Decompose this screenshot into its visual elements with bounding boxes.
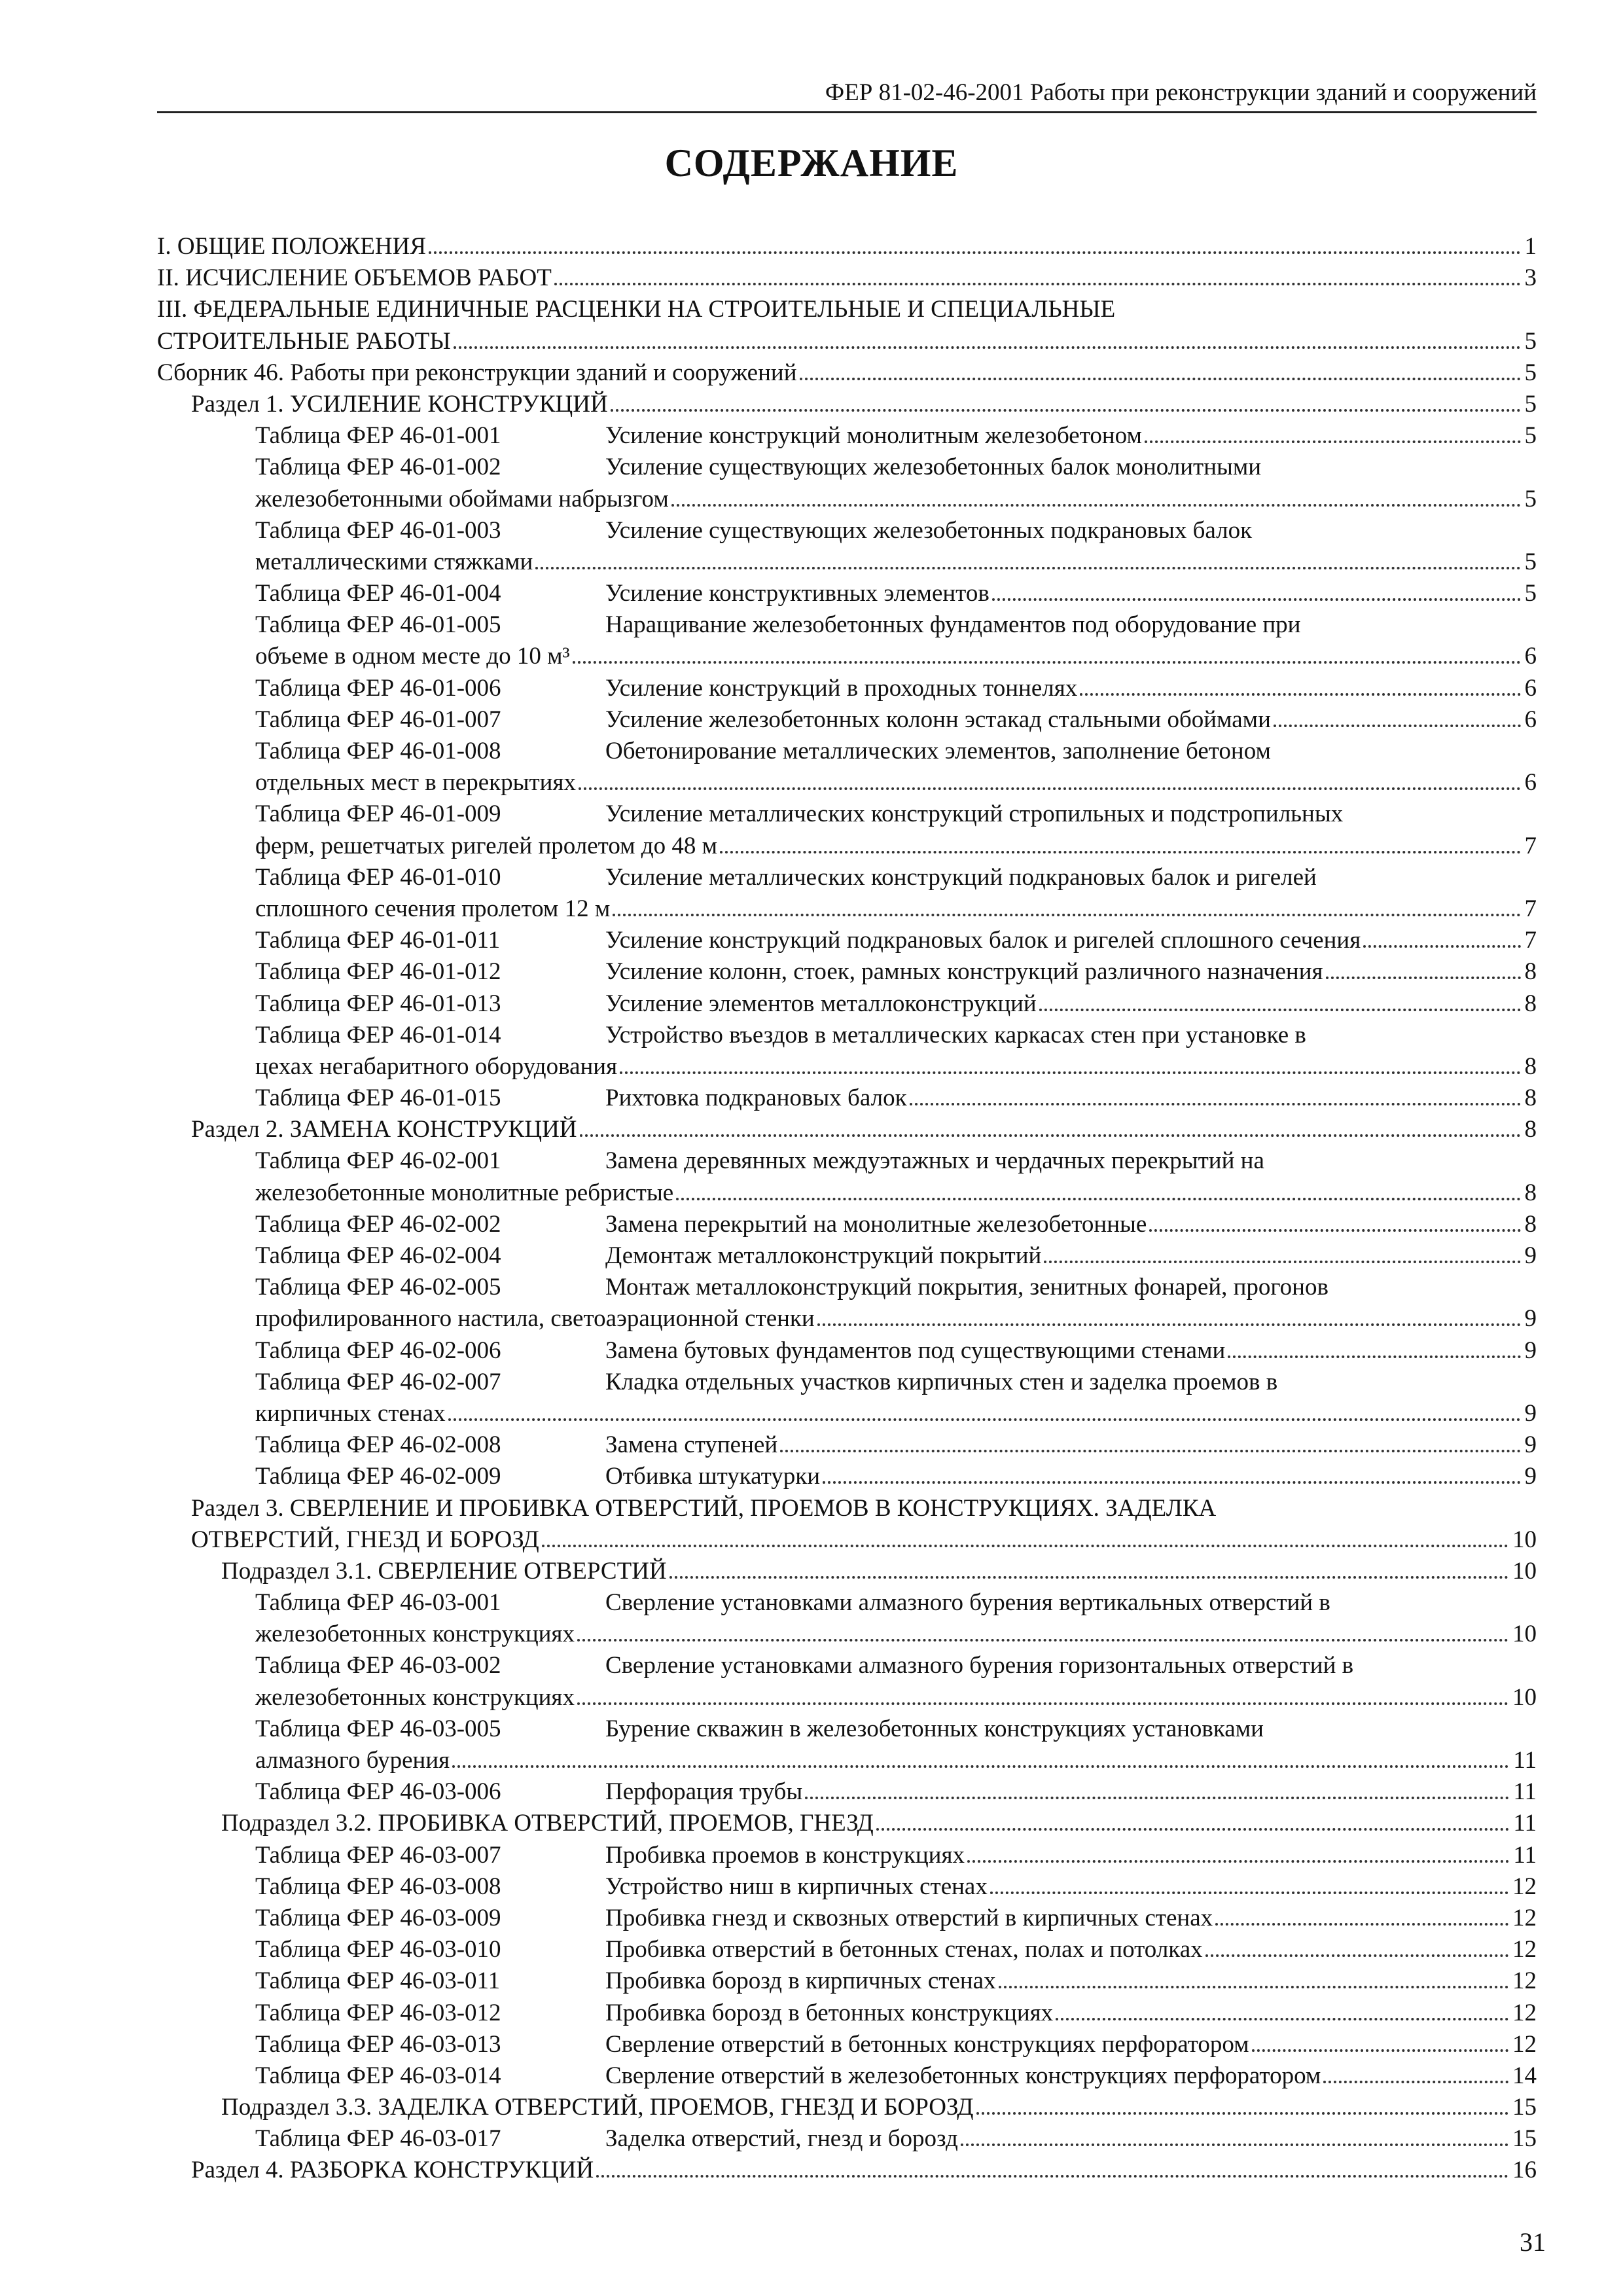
toc-text: Устройство въездов в металлических каркасах стен при установке в: [605, 1021, 1306, 1049]
toc-table-id: Таблица ФЕР 46-02-007: [255, 1368, 501, 1395]
dot-leader: [1363, 945, 1520, 948]
toc-line[interactable]: [157, 1934, 1537, 1965]
toc-line[interactable]: [157, 704, 1537, 736]
toc-table-id: Таблица ФЕР 46-01-013: [255, 990, 501, 1017]
toc-text: СТРОИТЕЛЬНЫЕ РАБОТЫ: [157, 327, 451, 355]
dot-leader: [1205, 1954, 1508, 1957]
toc-text: ферм, решетчатых ригелей пролетом до 48 м: [255, 832, 718, 859]
toc-text: Раздел 1. УСИЛЕНИЕ КОНСТРУКЦИЙ: [191, 390, 608, 418]
dot-leader: [429, 251, 1520, 254]
toc-page-number: 14: [1512, 2062, 1537, 2089]
dot-leader: [976, 2112, 1508, 2115]
dot-leader: [676, 1198, 1520, 1200]
toc-line[interactable]: [157, 1776, 1537, 1808]
dot-leader: [448, 1418, 1521, 1421]
toc-table-id: Таблица ФЕР 46-03-012: [255, 1999, 501, 2026]
toc-page-number: 9: [1524, 1463, 1537, 1490]
dot-leader: [1080, 693, 1520, 696]
toc-line[interactable]: [157, 1587, 1537, 1619]
toc-text: сплошного сечения пролетом 12 м: [255, 895, 611, 922]
toc-page-number: 6: [1524, 769, 1537, 797]
toc-table-id: Таблица ФЕР 46-03-006: [255, 1778, 501, 1806]
toc-text: Монтаж металлоконструкций покрытия, зенитных фонарей, прогонов: [605, 1274, 1329, 1301]
dot-leader: [573, 661, 1521, 664]
toc-page-number: 5: [1524, 580, 1537, 607]
toc-table-id: Таблица ФЕР 46-01-005: [255, 611, 501, 639]
toc-line[interactable]: [157, 1367, 1537, 1398]
toc-line[interactable]: [157, 1524, 1537, 1556]
toc-line[interactable]: [157, 1965, 1537, 1997]
toc-text: Усиление железобетонных колонн эстакад стальными обоймами: [605, 706, 1271, 733]
toc-page-number: 12: [1512, 1936, 1537, 1964]
toc-line[interactable]: [157, 1650, 1537, 1681]
dot-leader: [671, 504, 1521, 507]
toc-table-id: Таблица ФЕР 46-01-003: [255, 516, 501, 544]
toc-table-id: Таблица ФЕР 46-01-008: [255, 738, 501, 764]
dot-leader: [542, 1545, 1508, 1547]
toc-line[interactable]: [157, 1998, 1537, 2029]
toc-page-number: 9: [1524, 1242, 1537, 1269]
toc-table-id: Таблица ФЕР 46-03-010: [255, 1936, 501, 1964]
toc-page-number: 8: [1524, 1085, 1537, 1112]
toc-table-id: Таблица ФЕР 46-03-017: [255, 2125, 501, 2153]
toc-line[interactable]: [157, 294, 1537, 325]
table-of-contents: [157, 231, 1537, 2187]
toc-page-number: 10: [1512, 1683, 1537, 1711]
toc-page-number: 7: [1524, 927, 1537, 954]
toc-line[interactable]: [157, 357, 1537, 389]
dot-leader: [579, 787, 1521, 790]
page-number: 31: [1520, 2227, 1546, 2257]
toc-table-id: Таблица ФЕР 46-03-001: [255, 1589, 501, 1617]
toc-page-number: 11: [1513, 1841, 1537, 1869]
toc-line[interactable]: [157, 736, 1537, 767]
toc-line[interactable]: [157, 515, 1537, 547]
dot-leader: [1274, 725, 1521, 727]
toc-text: цехах негабаритного оборудования: [255, 1052, 618, 1080]
toc-page-number: 5: [1524, 548, 1537, 575]
toc-line[interactable]: [157, 1272, 1537, 1303]
dot-leader: [577, 1702, 1508, 1705]
dot-leader: [999, 1986, 1508, 1988]
toc-page-number: 16: [1512, 2157, 1537, 2184]
toc-text: I. ОБЩИЕ ПОЛОЖЕНИЯ: [157, 233, 427, 260]
dot-leader: [535, 567, 1520, 569]
toc-text: Пробивка борозд в бетонных конструкциях: [605, 1999, 1054, 2026]
dot-leader: [1326, 977, 1521, 979]
toc-page-number: 7: [1524, 895, 1537, 922]
toc-line[interactable]: [157, 1871, 1537, 1903]
toc-page-number: 9: [1524, 1336, 1537, 1364]
toc-page-number: 8: [1524, 1179, 1537, 1206]
toc-page-number: 10: [1512, 1557, 1537, 1585]
toc-text: Отбивка штукатурки: [605, 1463, 821, 1490]
toc-text: Усиление существующих железобетонных балок монолитными: [605, 454, 1262, 481]
toc-page-number: 5: [1524, 390, 1537, 418]
dot-leader: [669, 1576, 1508, 1579]
toc-page-number: 3: [1524, 264, 1537, 292]
toc-text: Раздел 4. РАЗБОРКА КОНСТРУКЦИЙ: [191, 2157, 594, 2184]
running-header: ФЕР 81-02-46-2001 Работы при реконструкции зданий и сооружений: [157, 77, 1537, 113]
dot-leader: [1252, 2049, 1508, 2052]
toc-line[interactable]: [157, 1114, 1537, 1145]
dot-leader: [613, 914, 1520, 916]
toc-page-number: 6: [1524, 643, 1537, 670]
toc-table-id: Таблица ФЕР 46-01-001: [255, 422, 501, 450]
dot-leader: [611, 409, 1521, 412]
toc-line[interactable]: [157, 2029, 1537, 2060]
toc-text: Усиление конструктивных элементов: [605, 580, 990, 607]
toc-table-id: Таблица ФЕР 46-03-007: [255, 1841, 501, 1869]
toc-line[interactable]: [157, 1493, 1537, 1524]
toc-text: Подраздел 3.1. СВЕРЛЕНИЕ ОТВЕРСТИЙ: [221, 1557, 667, 1585]
toc-table-id: Таблица ФЕР 46-01-002: [255, 454, 501, 481]
toc-table-id: Таблица ФЕР 46-03-008: [255, 1873, 501, 1900]
toc-page-number: 8: [1524, 1052, 1537, 1080]
toc-table-id: Таблица ФЕР 46-01-004: [255, 580, 501, 607]
toc-text: II. ИСЧИСЛЕНИЕ ОБЪЕМОВ РАБОТ: [157, 264, 552, 292]
toc-text: Рихтовка подкрановых балок: [605, 1085, 907, 1112]
toc-line[interactable]: [157, 1713, 1537, 1745]
toc-line[interactable]: [157, 1303, 1537, 1335]
toc-text: ОТВЕРСТИЙ, ГНЕЗД И БОРОЗД: [191, 1526, 539, 1553]
dot-leader: [990, 1892, 1508, 1894]
toc-page-number: 5: [1524, 359, 1537, 386]
toc-text: Обетонирование металлических элементов, заполнение бетоном: [605, 738, 1271, 764]
toc-page-number: 9: [1524, 1431, 1537, 1459]
toc-text: железобетонных конструкциях: [255, 1621, 575, 1648]
dot-leader: [577, 1639, 1508, 1641]
dot-leader: [1323, 2081, 1508, 2083]
toc-page-number: 5: [1524, 485, 1537, 512]
toc-page-number: 5: [1524, 422, 1537, 450]
toc-text: Замена деревянных междуэтажных и чердачных перекрытий на: [605, 1147, 1264, 1175]
dot-leader: [1056, 2018, 1508, 2020]
toc-text: железобетонные монолитные ребристые: [255, 1179, 674, 1206]
toc-line[interactable]: [157, 2155, 1537, 2186]
dot-leader: [554, 283, 1521, 285]
toc-table-id: Таблица ФЕР 46-01-011: [255, 927, 501, 954]
toc-table-id: Таблица ФЕР 46-02-004: [255, 1242, 501, 1269]
dot-leader: [1044, 1261, 1520, 1263]
toc-page-number: 1: [1524, 233, 1537, 260]
toc-line[interactable]: [157, 484, 1537, 515]
toc-page-number: 12: [1512, 2030, 1537, 2058]
page-title: СОДЕРЖАНИЕ: [664, 141, 959, 185]
toc-text: Усиление металлических конструкций подкрановых балок и ригелей: [605, 863, 1317, 891]
toc-text: Замена перекрытий на монолитные железобетонные: [605, 1210, 1147, 1238]
toc-text: Усиление металлических конструкций стропильных и подстропильных: [605, 800, 1344, 828]
toc-line[interactable]: [157, 1020, 1537, 1051]
toc-line[interactable]: [157, 956, 1537, 988]
toc-table-id: Таблица ФЕР 46-02-008: [255, 1431, 501, 1459]
toc-line[interactable]: [157, 1145, 1537, 1177]
toc-text: Пробивка отверстий в бетонных стенах, полах и потолках: [605, 1936, 1203, 1964]
dot-leader: [720, 851, 1520, 853]
toc-page-number: 10: [1512, 1526, 1537, 1553]
toc-table-id: Таблица ФЕР 46-01-009: [255, 800, 501, 828]
toc-page-number: 8: [1524, 1116, 1537, 1143]
toc-text: Сверление отверстий в железобетонных конструкциях перфоратором: [605, 2062, 1321, 2089]
toc-line[interactable]: [157, 862, 1537, 893]
toc-text: Усиление конструкций в проходных тоннелях: [605, 674, 1078, 702]
toc-line[interactable]: [157, 389, 1537, 420]
toc-text: алмазного бурения: [255, 1747, 450, 1774]
dot-leader: [580, 1134, 1521, 1137]
toc-text: Раздел 2. ЗАМЕНА КОНСТРУКЦИЙ: [191, 1116, 577, 1143]
toc-line[interactable]: [157, 798, 1537, 830]
toc-text: Кладка отдельных участков кирпичных стен и заделка проемов в: [605, 1368, 1278, 1395]
toc-text: объеме в одном месте до 10 м³: [255, 643, 570, 670]
dot-leader: [596, 2175, 1508, 2178]
dot-leader: [454, 346, 1521, 349]
toc-line[interactable]: [157, 1556, 1537, 1587]
toc-text: Демонтаж металлоконструкций покрытий: [605, 1242, 1042, 1269]
toc-text: Пробивка проемов в конструкциях: [605, 1841, 965, 1869]
toc-line[interactable]: [157, 1398, 1537, 1429]
dot-leader: [1228, 1355, 1520, 1358]
toc-table-id: Таблица ФЕР 46-02-006: [255, 1336, 501, 1364]
toc-line[interactable]: [157, 452, 1537, 483]
dot-leader: [1145, 440, 1521, 443]
toc-text: Заделка отверстий, гнезд и борозд: [605, 2125, 958, 2153]
toc-text: профилированного настила, светоаэрационной стенки: [255, 1305, 815, 1333]
toc-line[interactable]: [157, 1240, 1537, 1272]
toc-table-id: Таблица ФЕР 46-01-007: [255, 706, 501, 733]
dot-leader: [780, 1450, 1520, 1452]
toc-text: III. ФЕДЕРАЛЬНЫЕ ЕДИНИЧНЫЕ РАСЦЕНКИ НА СТРОИТЕЛЬНЫЕ И СПЕЦИАЛЬНЫЕ: [157, 296, 1116, 323]
toc-line[interactable]: [157, 609, 1537, 641]
toc-line[interactable]: [157, 1745, 1537, 1776]
toc-table-id: Таблица ФЕР 46-01-012: [255, 958, 501, 986]
dot-leader: [800, 378, 1521, 380]
toc-table-id: Таблица ФЕР 46-01-010: [255, 863, 501, 891]
toc-text: Замена ступеней: [605, 1431, 778, 1459]
toc-text: Замена бутовых фундаментов под существующими стенами: [605, 1336, 1226, 1364]
toc-text: Сборник 46. Работы при реконструкции зданий и сооружений: [157, 359, 797, 386]
toc-table-id: Таблица ФЕР 46-03-009: [255, 1904, 501, 1931]
toc-table-id: Таблица ФЕР 46-01-014: [255, 1021, 501, 1049]
toc-text: металлическими стяжками: [255, 548, 533, 575]
toc-line[interactable]: [157, 831, 1537, 862]
toc-line[interactable]: [157, 1808, 1537, 1839]
toc-line[interactable]: [157, 1461, 1537, 1492]
toc-line[interactable]: [157, 2123, 1537, 2155]
toc-table-id: Таблица ФЕР 46-02-009: [255, 1463, 501, 1490]
toc-table-id: Таблица ФЕР 46-02-001: [255, 1147, 501, 1175]
toc-text: Подраздел 3.2. ПРОБИВКА ОТВЕРСТИЙ, ПРОЕМОВ, ГНЕЗД: [221, 1810, 874, 1837]
toc-table-id: Таблица ФЕР 46-03-013: [255, 2030, 501, 2058]
toc-table-id: Таблица ФЕР 46-03-011: [255, 1967, 501, 1995]
toc-line[interactable]: [157, 1619, 1537, 1650]
toc-text: Перфорация трубы: [605, 1778, 803, 1806]
dot-leader: [961, 2144, 1508, 2146]
toc-table-id: Таблица ФЕР 46-03-002: [255, 1652, 501, 1679]
toc-line[interactable]: [157, 262, 1537, 294]
dot-leader: [1149, 1229, 1520, 1232]
toc-text: отдельных мест в перекрытиях: [255, 769, 576, 797]
toc-text: Подраздел 3.3. ЗАДЕЛКА ОТВЕРСТИЙ, ПРОЕМОВ, ГНЕЗД И БОРОЗД: [221, 2094, 974, 2121]
toc-page-number: 6: [1524, 674, 1537, 702]
dot-leader: [876, 1828, 1510, 1831]
toc-line[interactable]: [157, 420, 1537, 452]
dot-leader: [1215, 1923, 1508, 1926]
toc-page-number: 5: [1524, 327, 1537, 355]
toc-text: Устройство ниш в кирпичных стенах: [605, 1873, 988, 1900]
toc-text: Бурение скважин в железобетонных конструкциях установками: [605, 1715, 1264, 1742]
toc-line[interactable]: [157, 673, 1537, 704]
toc-text: Наращивание железобетонных фундаментов под оборудование при: [605, 611, 1301, 639]
toc-text: Сверление установками алмазного бурения вертикальных отверстий в: [605, 1589, 1330, 1617]
dot-leader: [1039, 1009, 1521, 1011]
toc-line[interactable]: [157, 1177, 1537, 1209]
toc-line[interactable]: [157, 1083, 1537, 1114]
toc-table-id: Таблица ФЕР 46-02-002: [255, 1210, 501, 1238]
toc-page-number: 11: [1513, 1778, 1537, 1806]
toc-text: железобетонных конструкциях: [255, 1683, 575, 1711]
toc-line[interactable]: [157, 1682, 1537, 1713]
toc-text: Сверление отверстий в бетонных конструкциях перфоратором: [605, 2030, 1249, 2058]
toc-page-number: 12: [1512, 1873, 1537, 1900]
dot-leader: [967, 1860, 1509, 1863]
toc-table-id: Таблица ФЕР 46-02-005: [255, 1274, 501, 1301]
toc-page-number: 12: [1512, 1999, 1537, 2026]
toc-line[interactable]: [157, 1051, 1537, 1083]
toc-page-number: 8: [1524, 990, 1537, 1017]
toc-line[interactable]: [157, 2060, 1537, 2092]
toc-page-number: 11: [1513, 1810, 1537, 1837]
toc-page-number: 10: [1512, 1621, 1537, 1648]
dot-leader: [817, 1323, 1521, 1326]
toc-line[interactable]: [157, 326, 1537, 357]
toc-table-id: Таблица ФЕР 46-01-015: [255, 1085, 501, 1112]
dot-leader: [452, 1765, 1509, 1768]
toc-line[interactable]: [157, 767, 1537, 798]
toc-line[interactable]: [157, 925, 1537, 956]
toc-line[interactable]: [157, 231, 1537, 262]
toc-line[interactable]: [157, 1429, 1537, 1461]
toc-page-number: 12: [1512, 1904, 1537, 1931]
toc-table-id: Таблица ФЕР 46-03-005: [255, 1715, 501, 1742]
toc-text: Усиление конструкций подкрановых балок и ригелей сплошного сечения: [605, 927, 1361, 954]
toc-line[interactable]: [157, 1840, 1537, 1871]
toc-page-number: 15: [1512, 2125, 1537, 2153]
toc-line[interactable]: [157, 988, 1537, 1020]
toc-page-number: 15: [1512, 2094, 1537, 2121]
toc-line[interactable]: [157, 2092, 1537, 2123]
toc-page-number: 12: [1512, 1967, 1537, 1995]
toc-page-number: 9: [1524, 1399, 1537, 1427]
toc-line[interactable]: [157, 578, 1537, 609]
toc-line[interactable]: [157, 893, 1537, 925]
toc-text: Усиление колонн, стоек, рамных конструкций различного назначения: [605, 958, 1323, 986]
toc-page-number: 8: [1524, 1210, 1537, 1238]
toc-text: железобетонными обоймами набрызгом: [255, 485, 669, 512]
dot-leader: [620, 1071, 1520, 1074]
toc-table-id: Таблица ФЕР 46-01-006: [255, 674, 501, 702]
toc-line[interactable]: [157, 641, 1537, 672]
toc-page-number: 11: [1513, 1747, 1537, 1774]
dot-leader: [805, 1797, 1509, 1799]
toc-line[interactable]: [157, 547, 1537, 578]
toc-line[interactable]: [157, 1903, 1537, 1934]
toc-line[interactable]: [157, 1335, 1537, 1367]
toc-text: Усиление существующих железобетонных подкрановых балок: [605, 516, 1253, 544]
toc-line[interactable]: [157, 1209, 1537, 1240]
toc-text: Пробивка гнезд и сквозных отверстий в кирпичных стенах: [605, 1904, 1213, 1931]
toc-text: Усиление конструкций монолитным железобетоном: [605, 422, 1142, 450]
toc-text: кирпичных стенах: [255, 1399, 446, 1427]
dot-leader: [992, 598, 1521, 601]
toc-text: Раздел 3. СВЕРЛЕНИЕ И ПРОБИВКА ОТВЕРСТИЙ, ПРОЕМОВ В КОНСТРУКЦИЯХ. ЗАДЕЛКА: [191, 1494, 1217, 1522]
toc-page-number: 8: [1524, 958, 1537, 986]
toc-text: Пробивка борозд в кирпичных стенах: [605, 1967, 996, 1995]
toc-page-number: 7: [1524, 832, 1537, 859]
toc-page-number: 9: [1524, 1305, 1537, 1333]
toc-table-id: Таблица ФЕР 46-03-014: [255, 2062, 501, 2089]
toc-text: Сверление установками алмазного бурения горизонтальных отверстий в: [605, 1652, 1354, 1679]
dot-leader: [823, 1481, 1520, 1484]
dot-leader: [910, 1103, 1521, 1105]
toc-page-number: 6: [1524, 706, 1537, 733]
toc-text: Усиление элементов металлоконструкций: [605, 990, 1037, 1017]
